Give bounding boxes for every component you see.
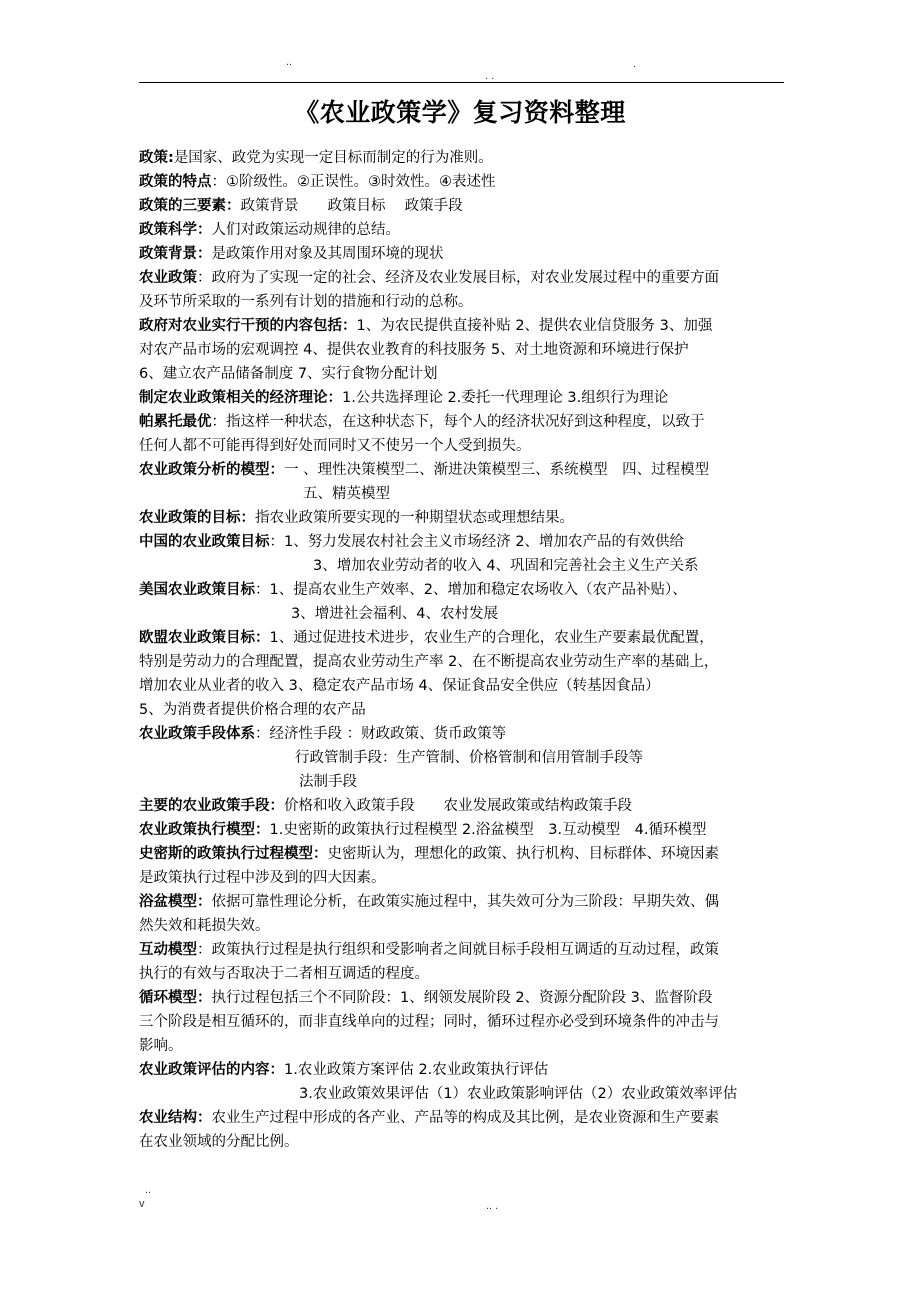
text-line <box>139 314 799 338</box>
term-label: 浴盆模型： <box>139 894 212 910</box>
text-line <box>139 170 799 194</box>
line-text: 然失效和耗损失效。 <box>139 918 270 934</box>
text-line <box>139 434 799 458</box>
line-text: 政策背景 政策目标 政策手段 <box>240 198 463 214</box>
footer-left-mark: v <box>139 1198 145 1210</box>
line-text: 指农业政策所要实现的一种期望状态或理想结果。 <box>255 510 574 526</box>
line-text: 人们对政策运动规律的总结。 <box>211 222 400 238</box>
text-line <box>139 1130 799 1154</box>
text-line <box>139 578 799 602</box>
line-text: 一 、理性决策模型二、渐进决策模型三、系统模型 四、过程模型 <box>284 462 710 478</box>
text-line <box>139 914 799 938</box>
line-text: 影响。 <box>139 1038 183 1054</box>
text-line <box>139 530 799 554</box>
page-title: 《农业政策学》复习资料整理 <box>294 98 626 127</box>
line-text: 农业生产过程中形成的各产业、产品等的构成及其比例，是农业资源和生产要素 <box>211 1110 719 1126</box>
text-line <box>139 674 799 698</box>
header-left-dots: .. <box>286 56 293 68</box>
line-text: 1、为农民提供直接补贴 2、提供农业信贷服务 3、加强 <box>356 318 713 334</box>
text-line <box>139 1058 799 1082</box>
term-label: 互动模型 <box>139 942 197 958</box>
text-line <box>139 218 799 242</box>
text-line <box>139 410 799 434</box>
line-text: 1.史密斯的政策执行过程模型 2.浴盆模型 3.互动模型 4.循环模型 <box>269 822 707 838</box>
term-label: 农业结构： <box>139 1110 212 1126</box>
text-line <box>139 1082 799 1106</box>
line-text: ：经济性手段 ：财政政策、货币政策等 <box>255 726 507 742</box>
term-label: 制定农业政策相关的经济理论： <box>139 390 342 406</box>
term-label: 主要的农业政策手段： <box>139 798 284 814</box>
text-line <box>139 746 799 770</box>
line-text: 是政策作用对象及其周围环境的现状 <box>211 246 444 262</box>
line-text: 任何人都不可能再得到好处而同时又不使另一个人受到损失。 <box>139 438 531 454</box>
text-line <box>139 818 799 842</box>
term-label: 农业政策分析的模型： <box>139 462 284 478</box>
text-line <box>139 986 799 1010</box>
line-text: 3、增进社会福利、4、农村发展 <box>291 606 498 622</box>
term-label: 农业政策的目标： <box>139 510 255 526</box>
document-body <box>139 146 799 1154</box>
term-label: 政策的特点 <box>139 174 212 190</box>
term-label: 帕累托最优 <box>139 414 212 430</box>
line-text: 在农业领域的分配比例。 <box>139 1134 299 1150</box>
line-text: ：政策执行过程是执行组织和受影响者之间就目标手段相互调适的互动过程，政策 <box>197 942 719 958</box>
text-line <box>139 1034 799 1058</box>
term-label: 循环模型： <box>139 990 212 1006</box>
term-label: 政策背景： <box>139 246 212 262</box>
line-text: ：1、努力发展农村社会主义市场经济 2、增加农产品的有效供给 <box>269 534 685 550</box>
line-text: 特别是劳动力的合理配置，提高农业劳动生产率 2、在不断提高农业劳动生产率的基础上， <box>139 654 719 670</box>
text-line <box>139 794 799 818</box>
text-line <box>139 962 799 986</box>
text-line <box>139 1010 799 1034</box>
header-center-dots: . . <box>485 70 495 82</box>
line-text: 1.农业政策方案评估 2.农业政策执行评估 <box>284 1062 549 1078</box>
line-text: 3.农业政策效果评估（1）农业政策影响评估（2）农业政策效率评估 <box>299 1086 738 1102</box>
line-text: 执行的有效与否取决于二者相互调适的程度。 <box>139 966 429 982</box>
line-text: 价格和收入政策手段 农业发展政策或结构政策手段 <box>284 798 632 814</box>
line-text: 对农产品市场的宏观调控 4、提供农业教育的科技服务 5、对土地资源和环境进行保护 <box>139 342 689 358</box>
line-text: 史密斯认为，理想化的政策、执行机构、目标群体、环境因素 <box>327 846 719 862</box>
text-line <box>139 890 799 914</box>
term-label: 政策科学： <box>139 222 212 238</box>
footer-center-dots: .. . <box>486 1200 499 1212</box>
text-line <box>139 554 799 578</box>
text-line <box>139 602 799 626</box>
line-text: ：政府为了实现一定的社会、经济及农业发展目标，对农业发展过程中的重要方面 <box>197 270 719 286</box>
text-line <box>139 626 799 650</box>
text-line <box>139 1106 799 1130</box>
text-line <box>139 194 799 218</box>
text-line <box>139 242 799 266</box>
line-text: ：指这样一种状态，在这种状态下，每个人的经济状况好到这种程度，以致于 <box>211 414 705 430</box>
text-line <box>139 362 799 386</box>
text-line <box>139 866 799 890</box>
text-line <box>139 698 799 722</box>
text-line <box>139 290 799 314</box>
text-line <box>139 266 799 290</box>
line-text: 3、增加农业劳动者的收入 4、巩固和完善社会主义生产关系 <box>313 558 699 574</box>
term-label: 欧盟农业政策目标： <box>139 630 270 646</box>
term-label: 政策的三要素： <box>139 198 241 214</box>
text-line <box>139 146 799 170</box>
term-label: 史密斯的政策执行过程模型： <box>139 846 328 862</box>
line-text: 执行过程包括三个不同阶段：1、纲领发展阶段 2、资源分配阶段 3、监督阶段 <box>211 990 713 1006</box>
text-line <box>139 506 799 530</box>
term-label: 政策: <box>139 150 174 166</box>
header-right-dot: . <box>633 58 637 70</box>
text-line <box>139 722 799 746</box>
text-line <box>139 770 799 794</box>
term-label: 农业政策 <box>139 270 197 286</box>
footer-left-dots: .. <box>145 1184 152 1196</box>
line-text: 1.公共选择理论 2.委托一代理理论 3.组织行为理论 <box>342 390 669 406</box>
text-line <box>139 458 799 482</box>
line-text: 是政策执行过程中涉及到的四大因素。 <box>139 870 386 886</box>
term-label: 中国的农业政策目标 <box>139 534 270 550</box>
line-text: ：①阶级性。②正误性。③时效性。④表述性 <box>211 174 496 190</box>
text-line <box>139 650 799 674</box>
line-text: 及环节所采取的一系列有计划的措施和行动的总称。 <box>139 294 473 310</box>
term-label: 美国农业政策目标 <box>139 582 255 598</box>
term-label: 农业政策评估的内容： <box>139 1062 284 1078</box>
term-label: 农业政策执行模型： <box>139 822 270 838</box>
line-text: 行政管制手段：生产管制、价格管制和信用管制手段等 <box>295 750 643 766</box>
term-label: 政府对农业实行干预的内容包括： <box>139 318 357 334</box>
text-line <box>139 938 799 962</box>
line-text: ：1、提高农业生产效率、2、增加和稳定农场收入（农产品补贴）、 <box>255 582 687 598</box>
line-text: 依据可靠性理论分析，在政策实施过程中，其失效可分为三阶段：早期失效、偶 <box>211 894 719 910</box>
text-line <box>139 338 799 362</box>
text-line <box>139 842 799 866</box>
line-text: 五、精英模型 <box>303 486 390 502</box>
line-text: 1、通过促进技术进步，农业生产的合理化，农业生产要素最优配置， <box>269 630 714 646</box>
header-rule <box>139 82 784 83</box>
line-text: 是国家、政党为实现一定目标而制定的行为准则。 <box>173 150 493 166</box>
text-line <box>139 482 799 506</box>
text-line <box>139 386 799 410</box>
line-text: 三个阶段是相互循环的，而非直线单向的过程；同时，循环过程亦必受到环境条件的冲击与 <box>139 1014 719 1030</box>
line-text: 5、为消费者提供价格合理的农产品 <box>139 702 366 718</box>
line-text: 法制手段 <box>299 774 357 790</box>
term-label: 农业政策手段体系 <box>139 726 255 742</box>
line-text: 6、建立农产品储备制度 7、实行食物分配计划 <box>139 366 438 382</box>
line-text: 增加农业从业者的收入 3、稳定农产品市场 4、保证食品安全供应（转基因食品） <box>139 678 660 694</box>
